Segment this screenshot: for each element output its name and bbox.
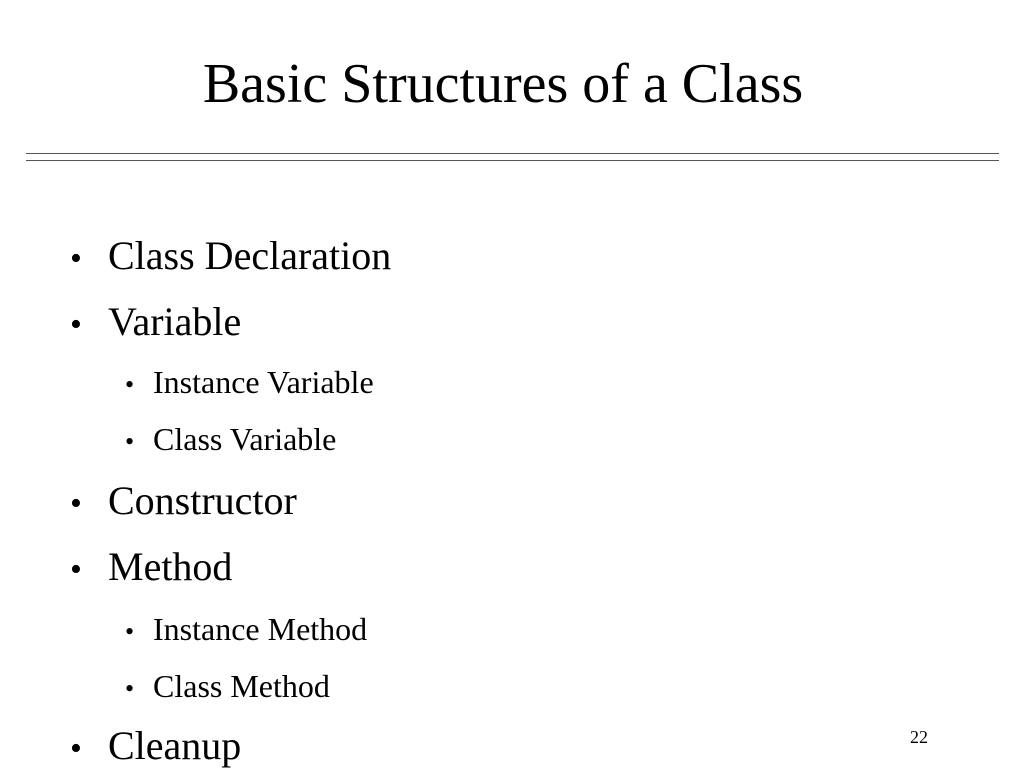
bullet-item-method [70, 543, 232, 594]
bullet-item-class-declaration [70, 232, 391, 283]
bullet-icon: • [70, 730, 82, 767]
bullet-item-constructor [70, 477, 297, 528]
title-divider-bottom [26, 160, 999, 161]
bullet-icon: • [70, 240, 82, 277]
sub-bullet-item-class-variable [125, 419, 336, 462]
sub-bullet-label: Instance Variable [153, 364, 374, 400]
bullet-label: Variable [108, 299, 242, 344]
sub-bullet-label: Class Variable [153, 421, 337, 457]
bullet-label: Constructor [108, 478, 297, 523]
page-number: 22 [910, 727, 928, 747]
bullet-label: Cleanup [108, 723, 242, 768]
sub-bullet-label: Instance Method [153, 611, 368, 647]
title-divider-top [26, 153, 999, 154]
bullet-item-variable [70, 298, 241, 349]
sub-bullet-label: Class Method [153, 668, 330, 704]
bullet-icon: • [70, 306, 82, 343]
sub-bullet-icon: • [125, 674, 135, 703]
bullet-label: Class Declaration [108, 233, 392, 278]
sub-bullet-item-class-method [125, 666, 330, 709]
sub-bullet-item-instance-method [125, 609, 367, 652]
bullet-item-cleanup [70, 722, 241, 773]
sub-bullet-icon: • [125, 370, 135, 399]
slide-title: Basic Structures of a Class [202, 53, 804, 115]
sub-bullet-item-instance-variable [125, 362, 374, 405]
sub-bullet-icon: • [125, 617, 135, 646]
bullet-icon: • [70, 551, 82, 588]
sub-bullet-icon: • [125, 427, 135, 456]
bullet-icon: • [70, 485, 82, 522]
bullet-label: Method [108, 544, 233, 589]
